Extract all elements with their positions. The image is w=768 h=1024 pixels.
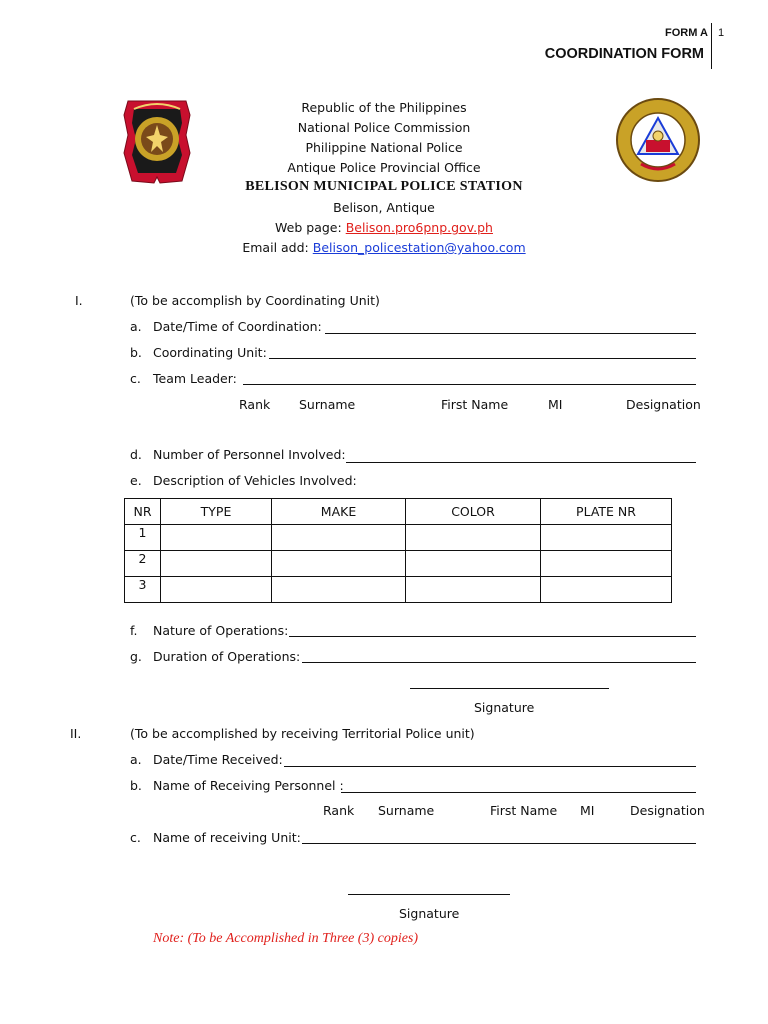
name-part-rank-2: Rank [323,803,355,818]
letterhead-web [0,220,768,235]
item-g-letter: g. [130,649,142,664]
item2-b-letter: b. [130,778,142,793]
item-c-letter: c. [130,371,141,386]
date-time-coordination-field[interactable] [325,333,696,334]
plate-cell[interactable] [541,525,672,551]
item2-a-letter: a. [130,752,142,767]
date-time-received-label: Date/Time Received: [153,752,283,767]
item2-c-letter: c. [130,830,141,845]
web-link[interactable]: Belison.pro6pnp.gov.ph [345,220,493,235]
type-cell[interactable] [161,577,272,603]
name-part-mi: MI [548,397,563,412]
letterhead-republic: Republic of the Philippines [301,100,467,115]
plate-cell[interactable] [541,577,672,603]
personnel-count-label: Number of Personnel Involved: [153,447,346,462]
type-cell[interactable] [161,551,272,577]
table-row [125,551,672,577]
column-header-color: COLOR [406,499,541,525]
date-time-coordination-label: Date/Time of Coordination: [153,319,322,334]
receiving-personnel-label: Name of Receiving Personnel : [153,778,344,793]
page-number: 1 [718,27,725,39]
signature-line-1[interactable] [410,688,609,689]
column-header-plate-nr: PLATE NR [541,499,672,525]
color-cell[interactable] [406,577,541,603]
table-row [125,577,672,603]
vehicles-label: Description of Vehicles Involved: [153,473,357,488]
duration-operations-label: Duration of Operations: [153,649,301,664]
row-number: 2 [125,551,161,577]
plate-cell[interactable] [541,551,672,577]
item-e-letter: e. [130,473,142,488]
duration-operations-field[interactable] [302,662,696,663]
receiving-unit-label: Name of receiving Unit: [153,830,301,845]
section1-numeral: I. [75,293,83,308]
name-part-mi-2: MI [580,803,595,818]
personnel-count-field[interactable] [346,462,696,463]
nature-operations-label: Nature of Operations: [153,623,289,638]
signature-label-1: Signature [474,700,535,715]
coordinating-unit-label: Coordinating Unit: [153,345,267,360]
letterhead-email [0,240,768,255]
item-b-letter: b. [130,345,142,360]
name-part-first-name: First Name [441,397,509,412]
name-part-rank: Rank [239,397,271,412]
section1-heading: (To be accomplish by Coordinating Unit) [130,293,380,308]
receiving-unit-field[interactable] [302,843,696,844]
item-f-letter: f. [130,623,138,638]
type-cell[interactable] [161,525,272,551]
coordinating-unit-field[interactable] [269,358,696,359]
team-leader-label: Team Leader: [153,371,237,386]
copies-note: Note: (To be Accomplished in Three (3) copies) [153,931,419,946]
name-part-surname: Surname [299,397,356,412]
item-a-letter: a. [130,319,142,334]
web-label: Web page: [275,220,342,235]
email-label: Email add: [242,240,309,255]
email-link[interactable]: Belison_policestation@yahoo.com [312,240,526,255]
letterhead-pnp: Philippine National Police [305,140,463,155]
name-part-designation-2: Designation [630,803,705,818]
color-cell[interactable] [406,551,541,577]
vehicle-table [124,498,672,603]
section2-numeral: II. [70,726,82,741]
name-part-surname-2: Surname [378,803,435,818]
section2-heading: (To be accomplished by receiving Territorial Police unit) [130,726,475,741]
date-time-received-field[interactable] [284,766,696,767]
form-title: COORDINATION FORM [544,46,704,62]
name-part-first-name-2: First Name [490,803,558,818]
column-header-type: TYPE [161,499,272,525]
letterhead-location: Belison, Antique [333,200,435,215]
make-cell[interactable] [272,577,406,603]
team-leader-field[interactable] [243,384,696,385]
row-number: 3 [125,577,161,603]
name-part-designation: Designation [626,397,701,412]
letterhead-station: BELISON MUNICIPAL POLICE STATION [245,179,523,194]
item-d-letter: d. [130,447,142,462]
table-row [125,525,672,551]
form-code: FORM A [665,27,708,39]
header-divider [711,23,712,69]
column-header-make: MAKE [272,499,406,525]
make-cell[interactable] [272,525,406,551]
vehicle-table-header [125,499,672,525]
signature-line-2[interactable] [348,894,510,895]
letterhead-napolcom: National Police Commission [297,120,471,135]
nature-operations-field[interactable] [289,636,696,637]
signature-label-2: Signature [399,906,460,921]
row-number: 1 [125,525,161,551]
color-cell[interactable] [406,525,541,551]
letterhead-provincial-office: Antique Police Provincial Office [287,160,481,175]
make-cell[interactable] [272,551,406,577]
receiving-personnel-field[interactable] [341,792,696,793]
column-header-nr: NR [125,499,161,525]
